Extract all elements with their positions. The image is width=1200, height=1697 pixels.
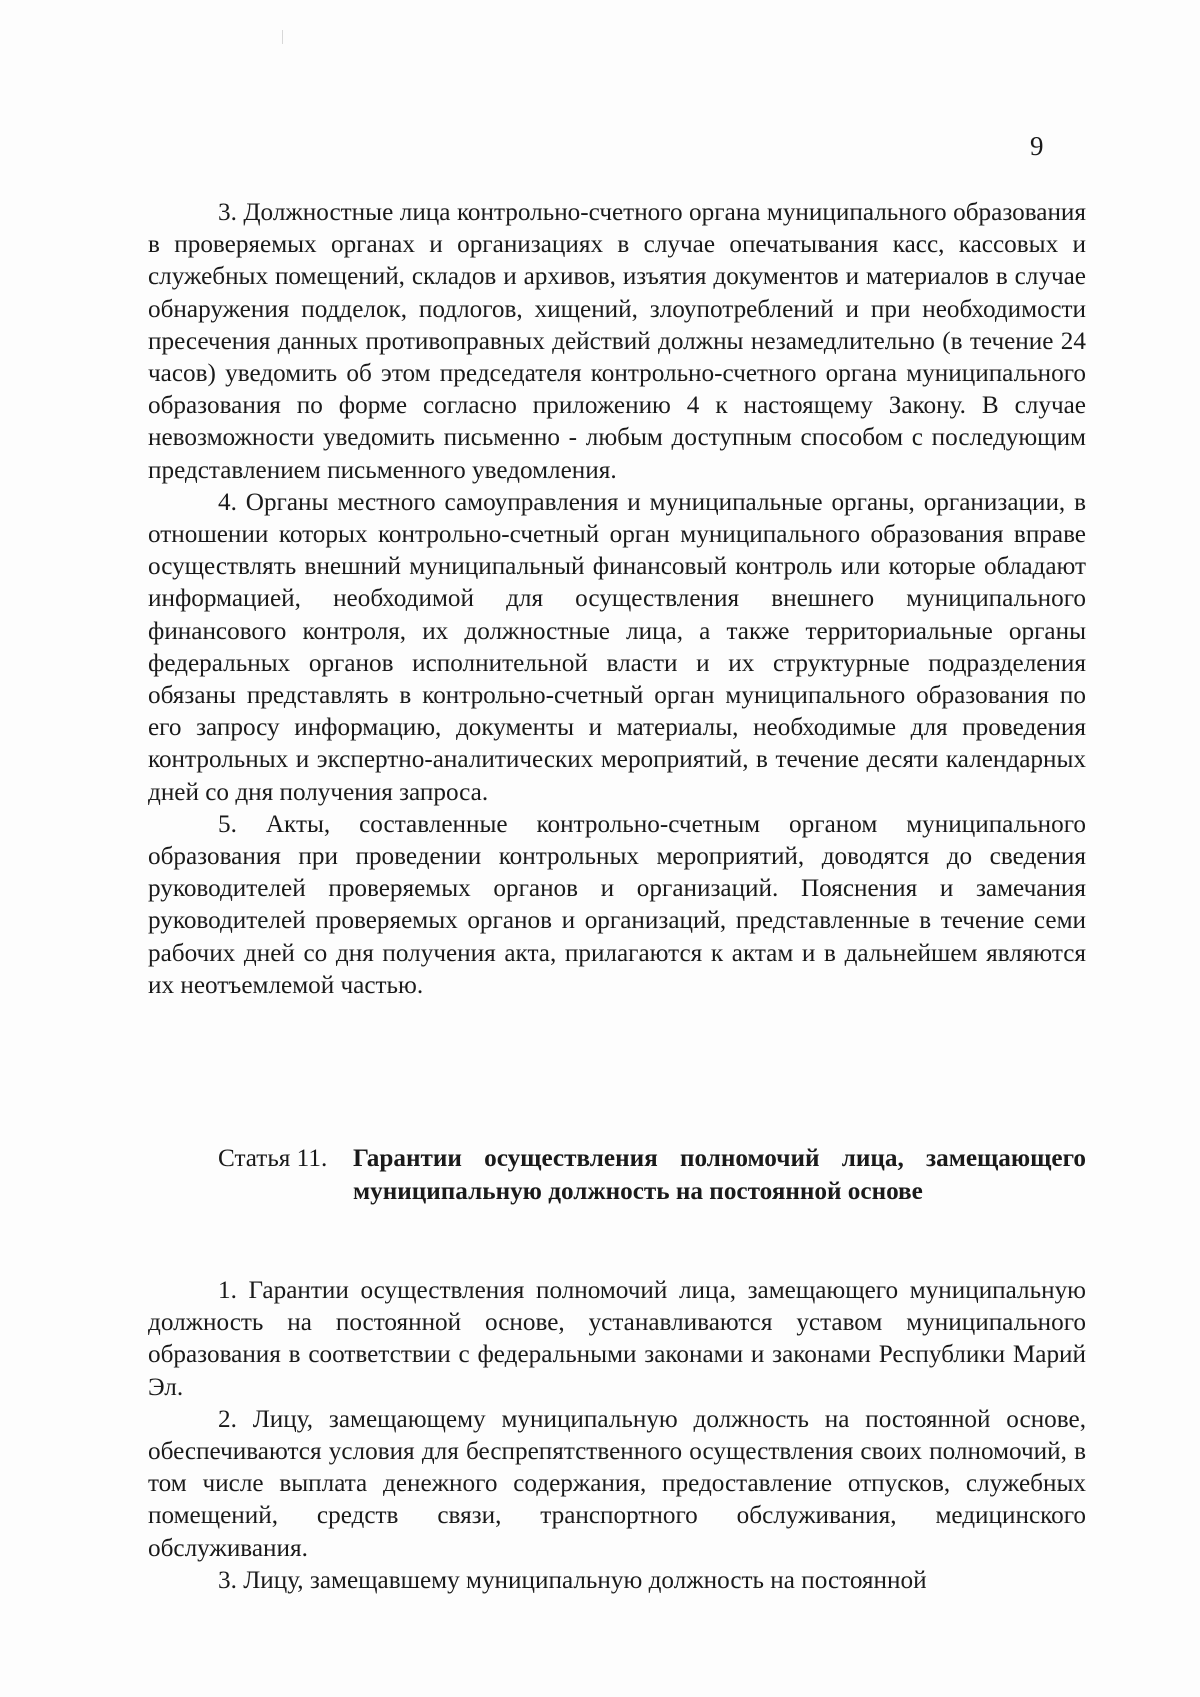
article-11-body [148,1275,1086,1597]
article-11-paragraph-3: 3. Лицу, замещавшему муниципальную должность на постоянной [218,1566,927,1594]
paragraph-3: 3. Должностные лица контрольно-счетного органа муниципального образования в проверяемых органах и организациях в случае опечатывания касс, кассовых и служебных помещений, складов и архивов, изъятия документов и материалов в случае обнаружения подделок, подлогов, хищений, злоупотреблений и при необходимости пресечения данных противоправных действий должны незамедлительно (в течение 24 часов) уведомить об этом председателя контрольно-счетного органа муниципального образования по форме согласно приложению 4 к настоящему Закону. В случае невозможности уведомить письменно - любым доступным способом с последующим представлением письменного уведомления. [148,199,1086,484]
article-11-paragraph-2: 2. Лицу, замещающему муниципальную должность на постоянной основе, обеспечиваются условия для беспрепятственного осуществления своих полномочий, в том числе выплата денежного содержания, предоставление отпусков, служебных помещений, средств связи, транспортного обслуживания, медицинского обслуживания. [148,1405,1086,1562]
article-heading [148,1142,1086,1208]
article-title: Гарантии осуществления полномочий лица, замещающего муниципальную должность на постоянной основе [353,1145,1086,1205]
article-10-body [148,197,1086,1002]
article-number: Статья 11. [218,1145,328,1172]
paragraph-4: 4. Органы местного самоуправления и муниципальные органы, организации, в отношении которых контрольно-счетный орган муниципального образования вправе осуществлять внешний муниципальный финансовый контроль или которые обладают информацией, необходимой для осуществления внешнего муниципального финансового контроля, их должностные лица, а также территориальные органы федеральных органов исполнительной власти и их структурные подразделения обязаны представлять в контрольно-счетный орган муниципального образования по его запросу информацию, документы и материалы, необходимые для проведения контрольных и экспертно-аналитических мероприятий, в течение десяти календарных дней со дня получения запроса. [148,488,1086,806]
scan-artifact [282,30,283,44]
page-number: 9 [1030,131,1044,161]
paragraph-5: 5. Акты, составленные контрольно-счетным органом муниципального образования при проведении контрольных мероприятий, доводятся до сведения руководителей проверяемых органов и организаций. Пояснения и замечания руководителей проверяемых органов и организаций, представленные в течение семи рабочих дней со дня получения акта, прилагаются к актам и в дальнейшем являются их неотъемлемой частью. [148,810,1086,999]
article-11-paragraph-1: 1. Гарантии осуществления полномочий лица, замещающего муниципальную должность на постоянной основе, устанавливаются уставом муниципального образования в соответствии с федеральными законами и законами Республики Марий Эл. [148,1277,1086,1401]
